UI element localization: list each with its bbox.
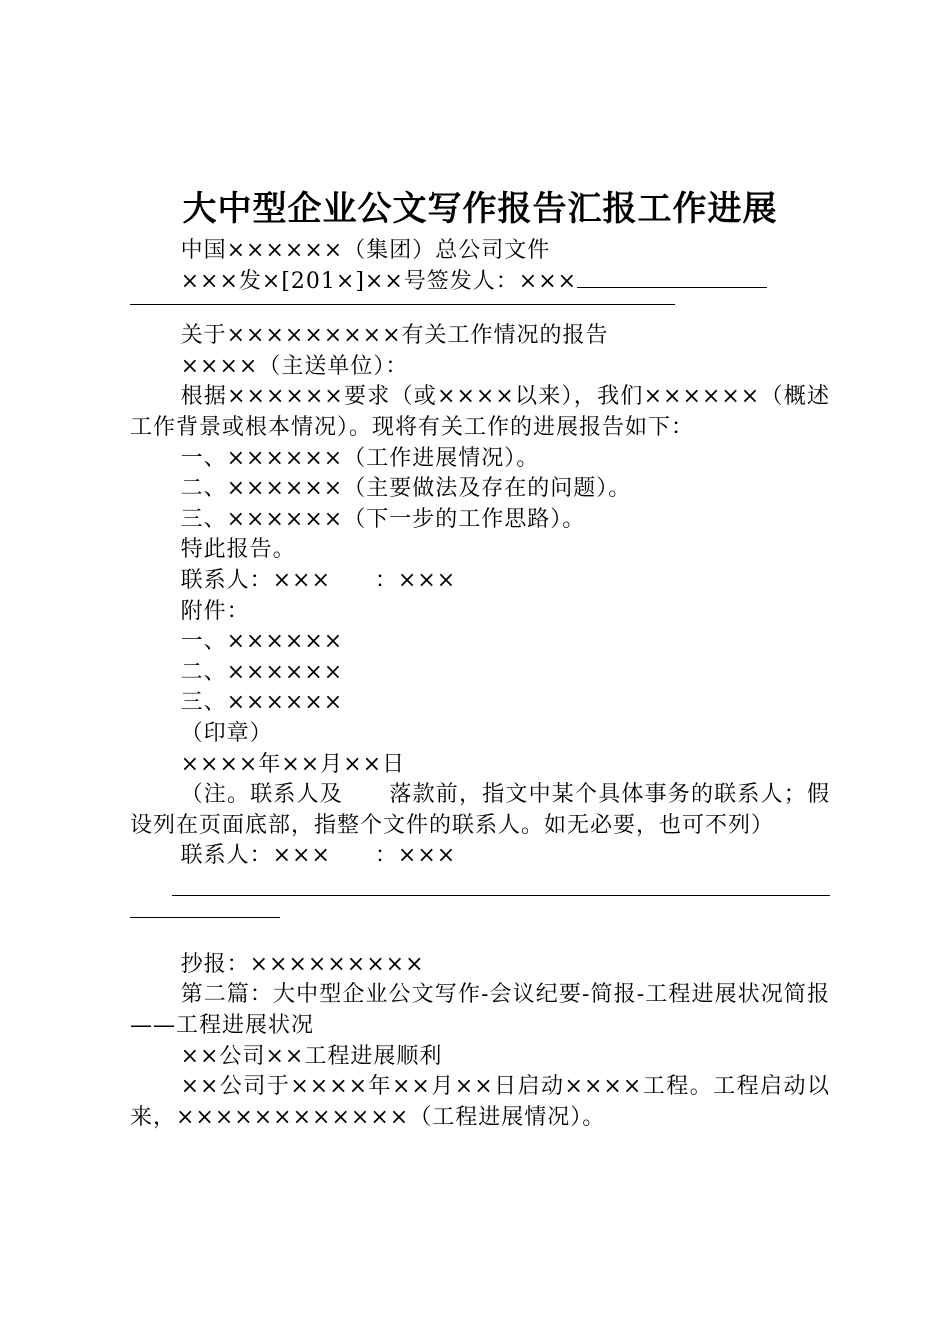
intro-paragraph: 根据××××××要求（或××××以来），我们××××××（概述工作背景或根本情况）。现将有关工作的进展报告如下： bbox=[130, 384, 830, 440]
separator-line bbox=[130, 872, 830, 906]
document-title: 大中型企业公文写作报告汇报工作进展 bbox=[182, 189, 778, 229]
seal: （印章） bbox=[180, 720, 273, 746]
contact-label: 联系人：××× bbox=[180, 567, 331, 593]
attachments-label: 附件： bbox=[180, 598, 250, 624]
closing: 特此报告。 bbox=[180, 537, 296, 563]
report-subject: 关于×××××××××有关工作情况的报告 bbox=[180, 323, 609, 349]
contact-tail: ：××× bbox=[374, 567, 457, 593]
item-progress: 一、××××××（工作进展情况）。 bbox=[180, 445, 540, 471]
separator-segment bbox=[172, 894, 830, 896]
contact-tail: ：××× bbox=[374, 843, 457, 869]
header-number-line bbox=[130, 267, 830, 298]
separator-segment bbox=[130, 916, 280, 918]
attachment-item: 二、×××××× bbox=[180, 659, 344, 685]
part2-subtitle: ××公司××工程进展顺利 bbox=[180, 1043, 443, 1069]
recipient: ××××（主送单位）： bbox=[180, 353, 409, 379]
attachment-item: 一、×××××× bbox=[180, 629, 344, 655]
header-number: ×××发×[201×]××号签发人：××× bbox=[180, 268, 578, 294]
attachment-item: 三、×××××× bbox=[180, 690, 344, 716]
item-next-steps: 三、××××××（下一步的工作思路）。 bbox=[180, 506, 586, 532]
contact-line-1 bbox=[130, 566, 830, 597]
header-divider bbox=[130, 303, 675, 305]
item-practices: 二、××××××（主要做法及存在的问题）。 bbox=[180, 476, 632, 502]
signature-underline bbox=[577, 286, 767, 288]
date: ××××年××月××日 bbox=[180, 751, 406, 777]
document-body bbox=[130, 236, 830, 1133]
contact-label: 联系人：××× bbox=[180, 843, 331, 869]
separator-line-continued bbox=[130, 906, 830, 950]
note-paragraph: （注。联系人及 落款前，指文中某个具体事务的联系人；假设列在页面底部，指整个文件的联系人。如无必要，也可不列） bbox=[130, 782, 830, 838]
header-org: 中国××××××（集团）总公司文件 bbox=[180, 238, 551, 263]
contact-line-2 bbox=[130, 841, 830, 872]
cc-line: 抄报：××××××××× bbox=[180, 951, 425, 977]
part2-body: ××公司于××××年××月××日启动××××工程。工程启动以来，××××××××××××（工程进展情况）。 bbox=[130, 1074, 830, 1130]
part2-heading: 第二篇：大中型企业公文写作-会议纪要-简报-工程进展状况简报——工程进展状况 bbox=[130, 982, 830, 1039]
